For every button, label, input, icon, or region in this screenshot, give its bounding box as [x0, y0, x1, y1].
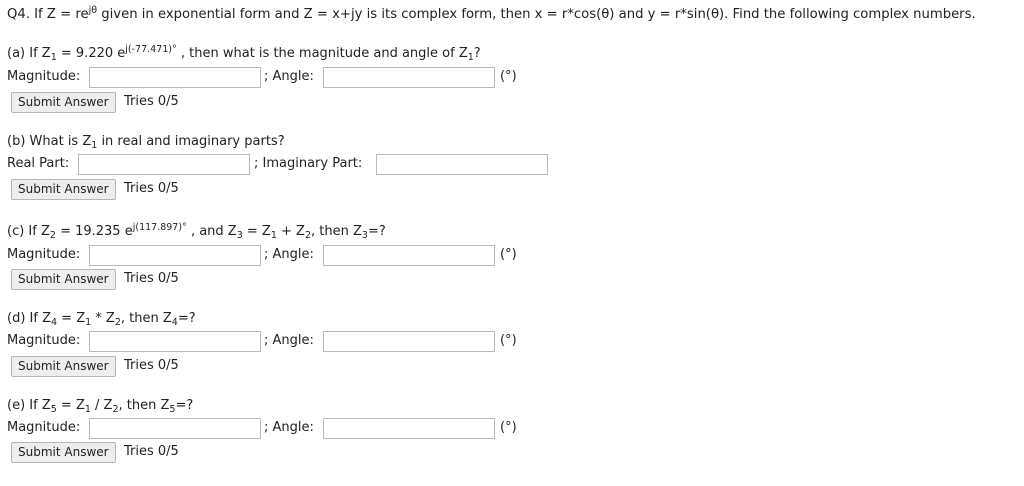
part-b-real-label: Real Part: — [7, 156, 70, 171]
part-b-imag-label: ; Imaginary Part: — [254, 156, 363, 171]
part-a-degree-unit: (°) — [500, 69, 517, 84]
part-e-magnitude-input[interactable] — [89, 418, 261, 439]
part-c-angle-input[interactable] — [323, 245, 495, 266]
top-edge-fragment-icon — [10, 0, 50, 2]
part-c-submit-button[interactable]: Submit Answer — [11, 269, 116, 290]
part-e-tries: Tries 0/5 — [124, 444, 179, 459]
part-d-submit-button[interactable]: Submit Answer — [11, 356, 116, 377]
part-a-magnitude-label: Magnitude: — [7, 69, 81, 84]
part-c-magnitude-label: Magnitude: — [7, 247, 81, 262]
part-a-angle-label: ; Angle: — [264, 69, 314, 84]
part-d-magnitude-label: Magnitude: — [7, 333, 81, 348]
part-b-real-input[interactable] — [78, 154, 250, 175]
part-c-magnitude-input[interactable] — [89, 245, 261, 266]
part-b-tries: Tries 0/5 — [124, 181, 179, 196]
part-e-degree-unit: (°) — [500, 420, 517, 435]
part-b-imag-input[interactable] — [376, 154, 548, 175]
part-c-degree-unit: (°) — [500, 247, 517, 262]
part-e-question: (e) If $Z_5 = Z_1 / Z_2$, then $Z_5=$? — [7, 398, 194, 415]
part-c-angle-label: ; Angle: — [264, 247, 314, 262]
part-c-question: (c) If $Z_2 = 19.235$ $e^{j(117.897)^\circ}$ , and $Z_3 = Z_1 + Z_2$, then $Z_3=$? — [7, 222, 386, 241]
part-e-angle-input[interactable] — [323, 418, 495, 439]
part-e-angle-label: ; Angle: — [264, 420, 314, 435]
part-a-question: (a) If $Z_1 = 9.220$ $e^{j(-77.471)^\circ}$ , then what is the magnitude and angle of $Z_1$? — [7, 44, 481, 63]
question-number: Q4. — [7, 7, 30, 22]
part-d-degree-unit: (°) — [500, 333, 517, 348]
part-a-magnitude-input[interactable] — [89, 67, 261, 88]
part-e-magnitude-label: Magnitude: — [7, 420, 81, 435]
part-d-tries: Tries 0/5 — [124, 358, 179, 373]
question-intro: Q4. If $Z = re^{j\theta}$ given in exponential form and Z = x+jy is its complex form, then x = r*cos(θ) and y = r*sin(θ). Find the following complex numbers. — [7, 5, 976, 22]
part-d-question: (d) If $Z_4 = Z_1 * Z_2$, then $Z_4=$? — [7, 311, 196, 328]
part-b-submit-button[interactable]: Submit Answer — [11, 179, 116, 200]
part-a-angle-input[interactable] — [323, 67, 495, 88]
part-a-submit-button[interactable]: Submit Answer — [11, 92, 116, 113]
part-a-tries: Tries 0/5 — [124, 94, 179, 109]
part-d-angle-input[interactable] — [323, 331, 495, 352]
part-b-question: (b) What is $Z_1$ in real and imaginary parts? — [7, 134, 285, 151]
part-d-magnitude-input[interactable] — [89, 331, 261, 352]
part-e-submit-button[interactable]: Submit Answer — [11, 442, 116, 463]
part-d-angle-label: ; Angle: — [264, 333, 314, 348]
part-c-tries: Tries 0/5 — [124, 271, 179, 286]
